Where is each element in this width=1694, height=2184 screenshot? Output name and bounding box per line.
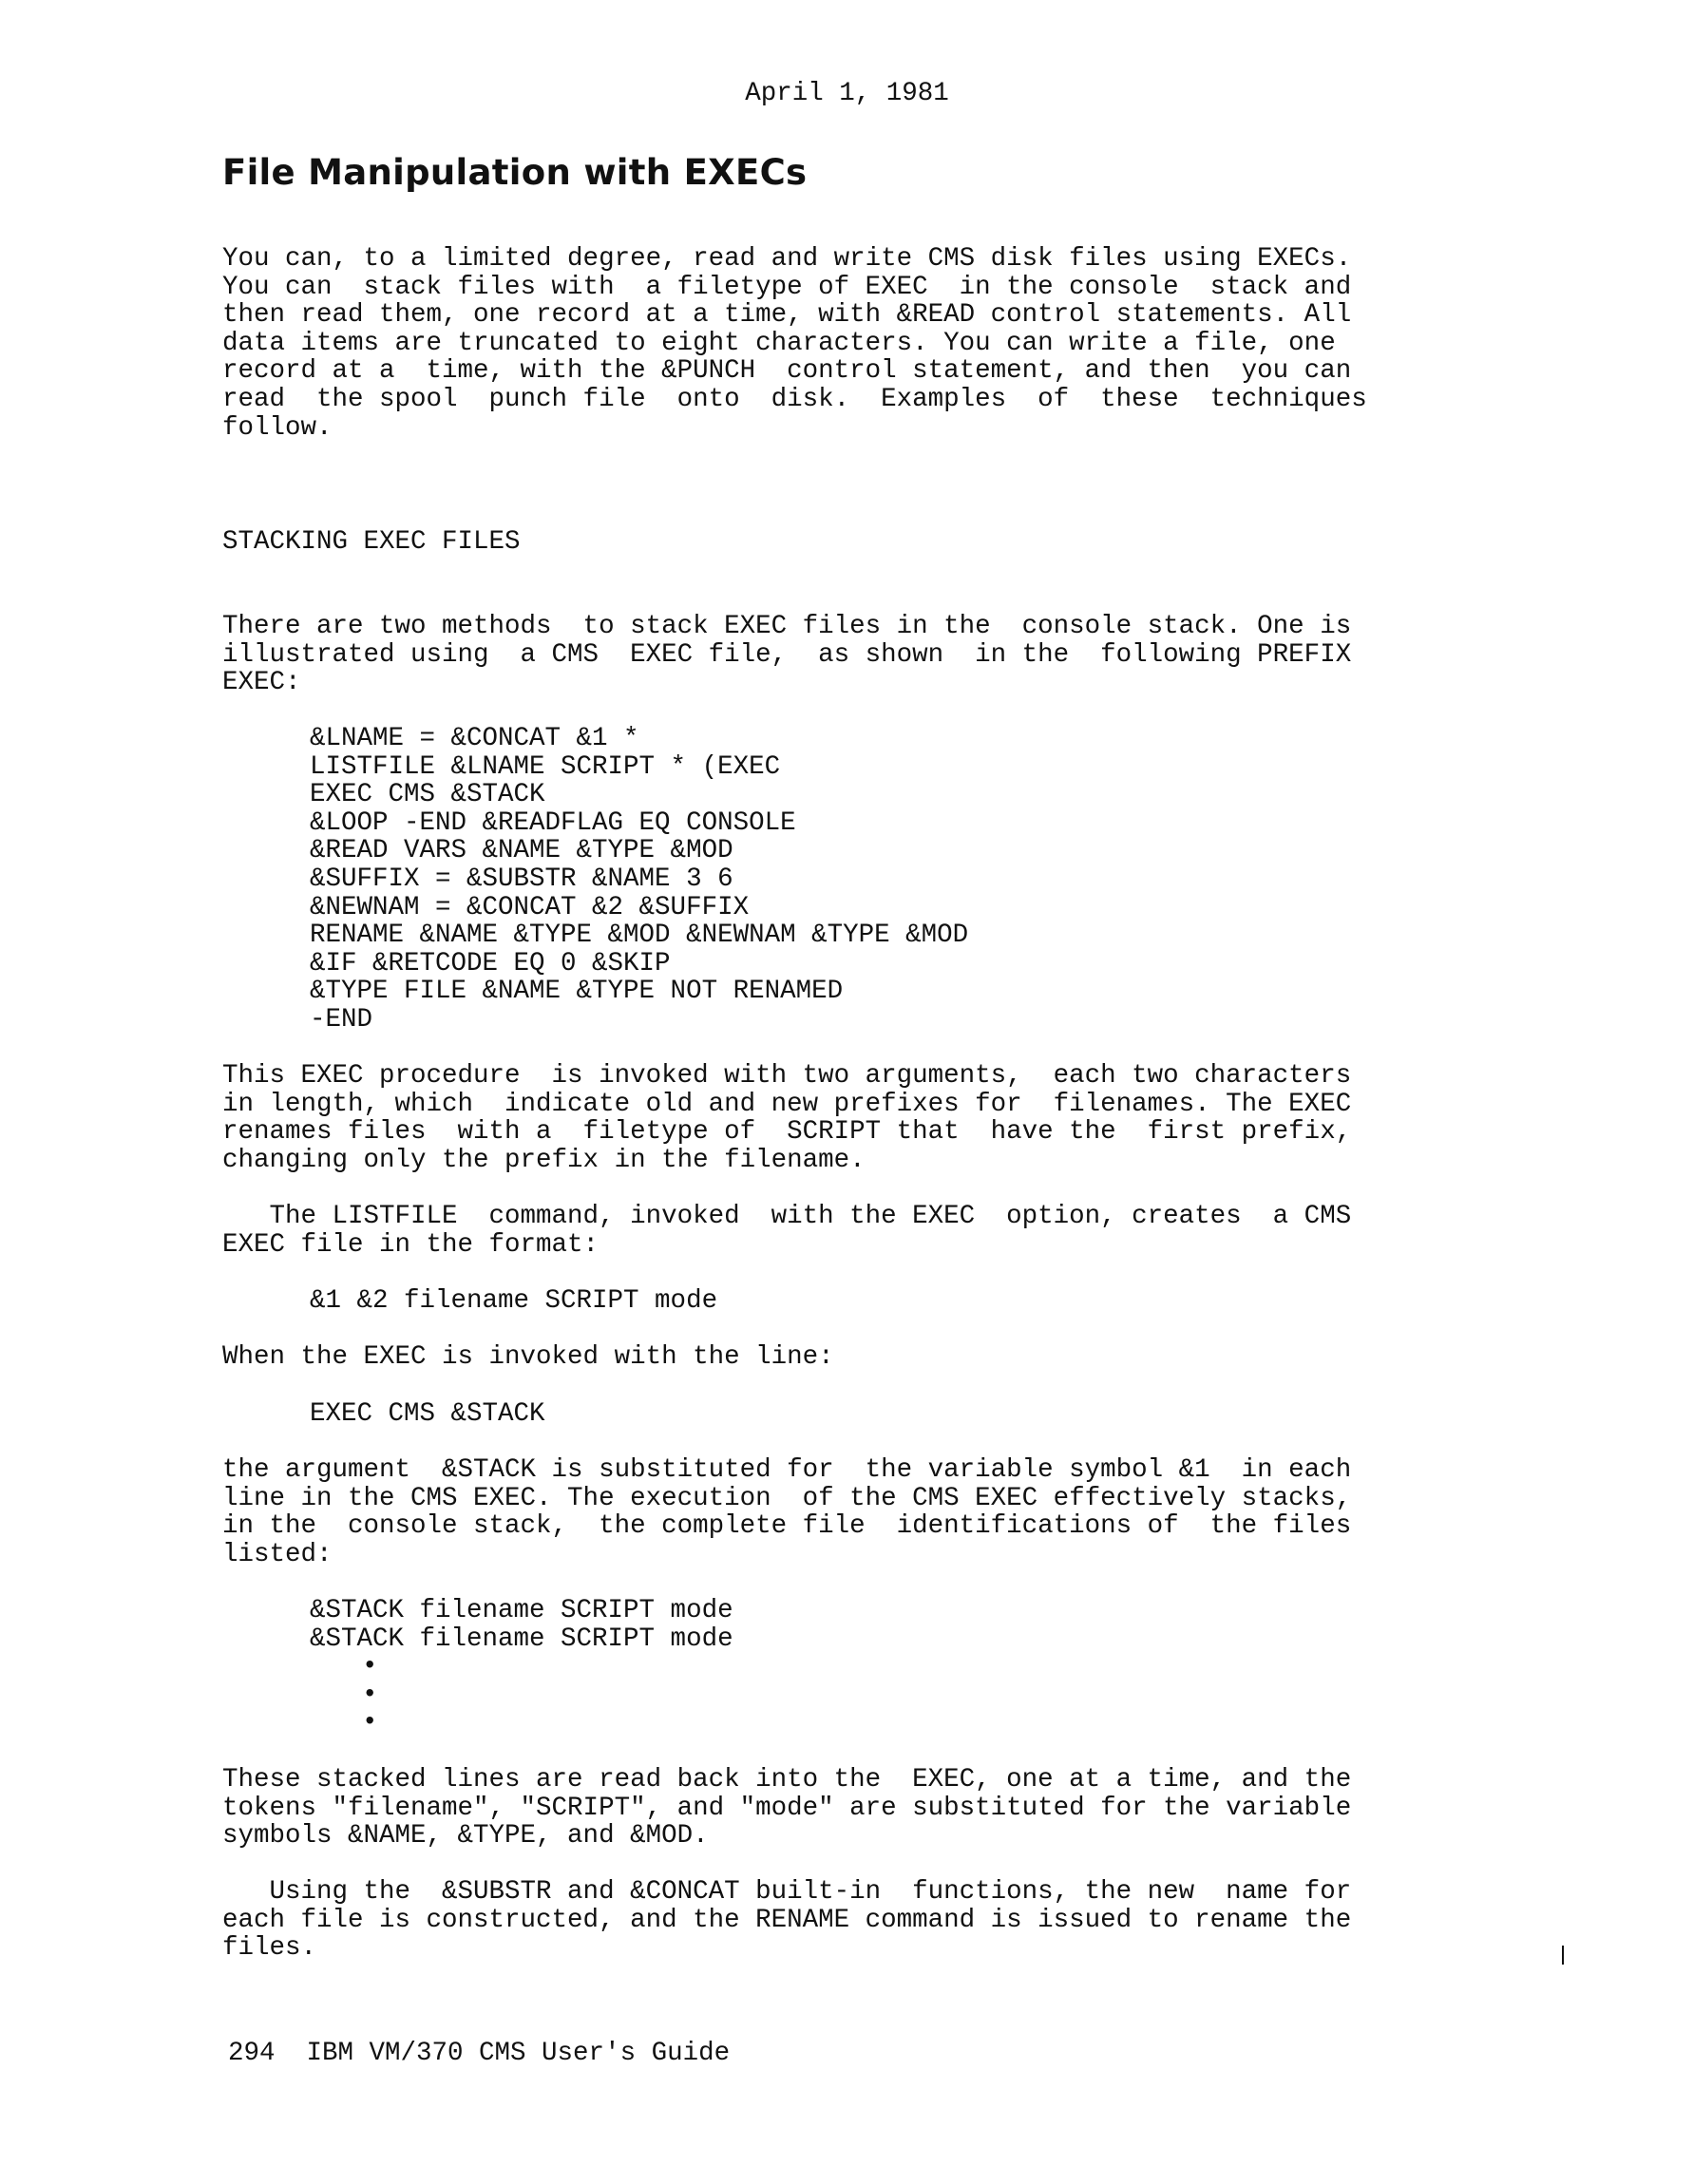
invoked-paragraph: This EXEC procedure is invoked with two arguments, each two characters in length, which indicate old and new prefixes for filenames. The EXEC renames files with a filetype of SCRIPT that have the first prefix, changing only the prefix in the filename. xyxy=(222,1061,1352,1175)
invoke-code: EXEC CMS &STACK xyxy=(310,1399,545,1429)
listfile-paragraph: The LISTFILE command, invoked with the EXEC option, creates a CMS EXEC file in the format: xyxy=(222,1202,1352,1260)
prefix-exec-code: &LNAME = &CONCAT &1 * LISTFILE &LNAME SCRIPT * (EXEC EXEC CMS &STACK &LOOP -END &READFLAG EQ CONSOLE &READ VARS &NAME &TYPE &MOD &SUFFIX = &SUBSTR &NAME 3 6 &NEWNAM = &CONCAT &2 &SUFFIX RENAME &NAME &TYPE &MOD &NEWNAM &TYPE &MOD &IF &RETCODE EQ 0 &SKIP &TYPE FILE &NAME &TYPE NOT RENAMED -END xyxy=(310,724,969,1035)
intro-paragraph: You can, to a limited degree, read and write CMS disk files using EXECs. You can stack files with a filetype of EXEC in the console stack and then read them, one record at a time, with &READ control statements. All data items are truncated to eight characters. You can write a file, one record at a time, with the &PUNCH control statement, and then you can read the spool punch file onto disk. Examples of these techniques follow. xyxy=(222,244,1367,443)
format-code: &1 &2 filename SCRIPT mode xyxy=(310,1286,718,1316)
page-title: File Manipulation with EXECs xyxy=(222,152,808,193)
page-date: April 1, 1981 xyxy=(745,79,949,108)
stacked-lines-code: &STACK filename SCRIPT mode &STACK filename SCRIPT mode xyxy=(310,1596,733,1654)
when-paragraph: When the EXEC is invoked with the line: xyxy=(222,1342,834,1372)
revision-bar xyxy=(1562,1946,1564,1965)
argument-paragraph: the argument &STACK is substituted for the variable symbol &1 in each line in the CMS EXEC. The execution of the CMS EXEC effectively stacks, in the console stack, the complete file identifications of the files listed: xyxy=(222,1455,1352,1569)
page-footer: 294 IBM VM/370 CMS User's Guide xyxy=(228,2039,731,2068)
two-methods-paragraph: There are two methods to stack EXEC files in the console stack. One is illustrated using a CMS EXEC file, as shown in the following PREFIX EXEC: xyxy=(222,612,1352,698)
ellipsis-dots: • • • xyxy=(362,1652,378,1738)
section-heading: STACKING EXEC FILES xyxy=(222,527,521,557)
substr-paragraph: Using the &SUBSTR and &CONCAT built-in functions, the new name for each file is constructed, and the RENAME command is issued to rename the files. xyxy=(222,1877,1352,1964)
stacked-paragraph: These stacked lines are read back into the EXEC, one at a time, and the tokens "filename", "SCRIPT", and "mode" are substituted for the variable symbols &NAME, &TYPE, and &MOD. xyxy=(222,1765,1352,1852)
